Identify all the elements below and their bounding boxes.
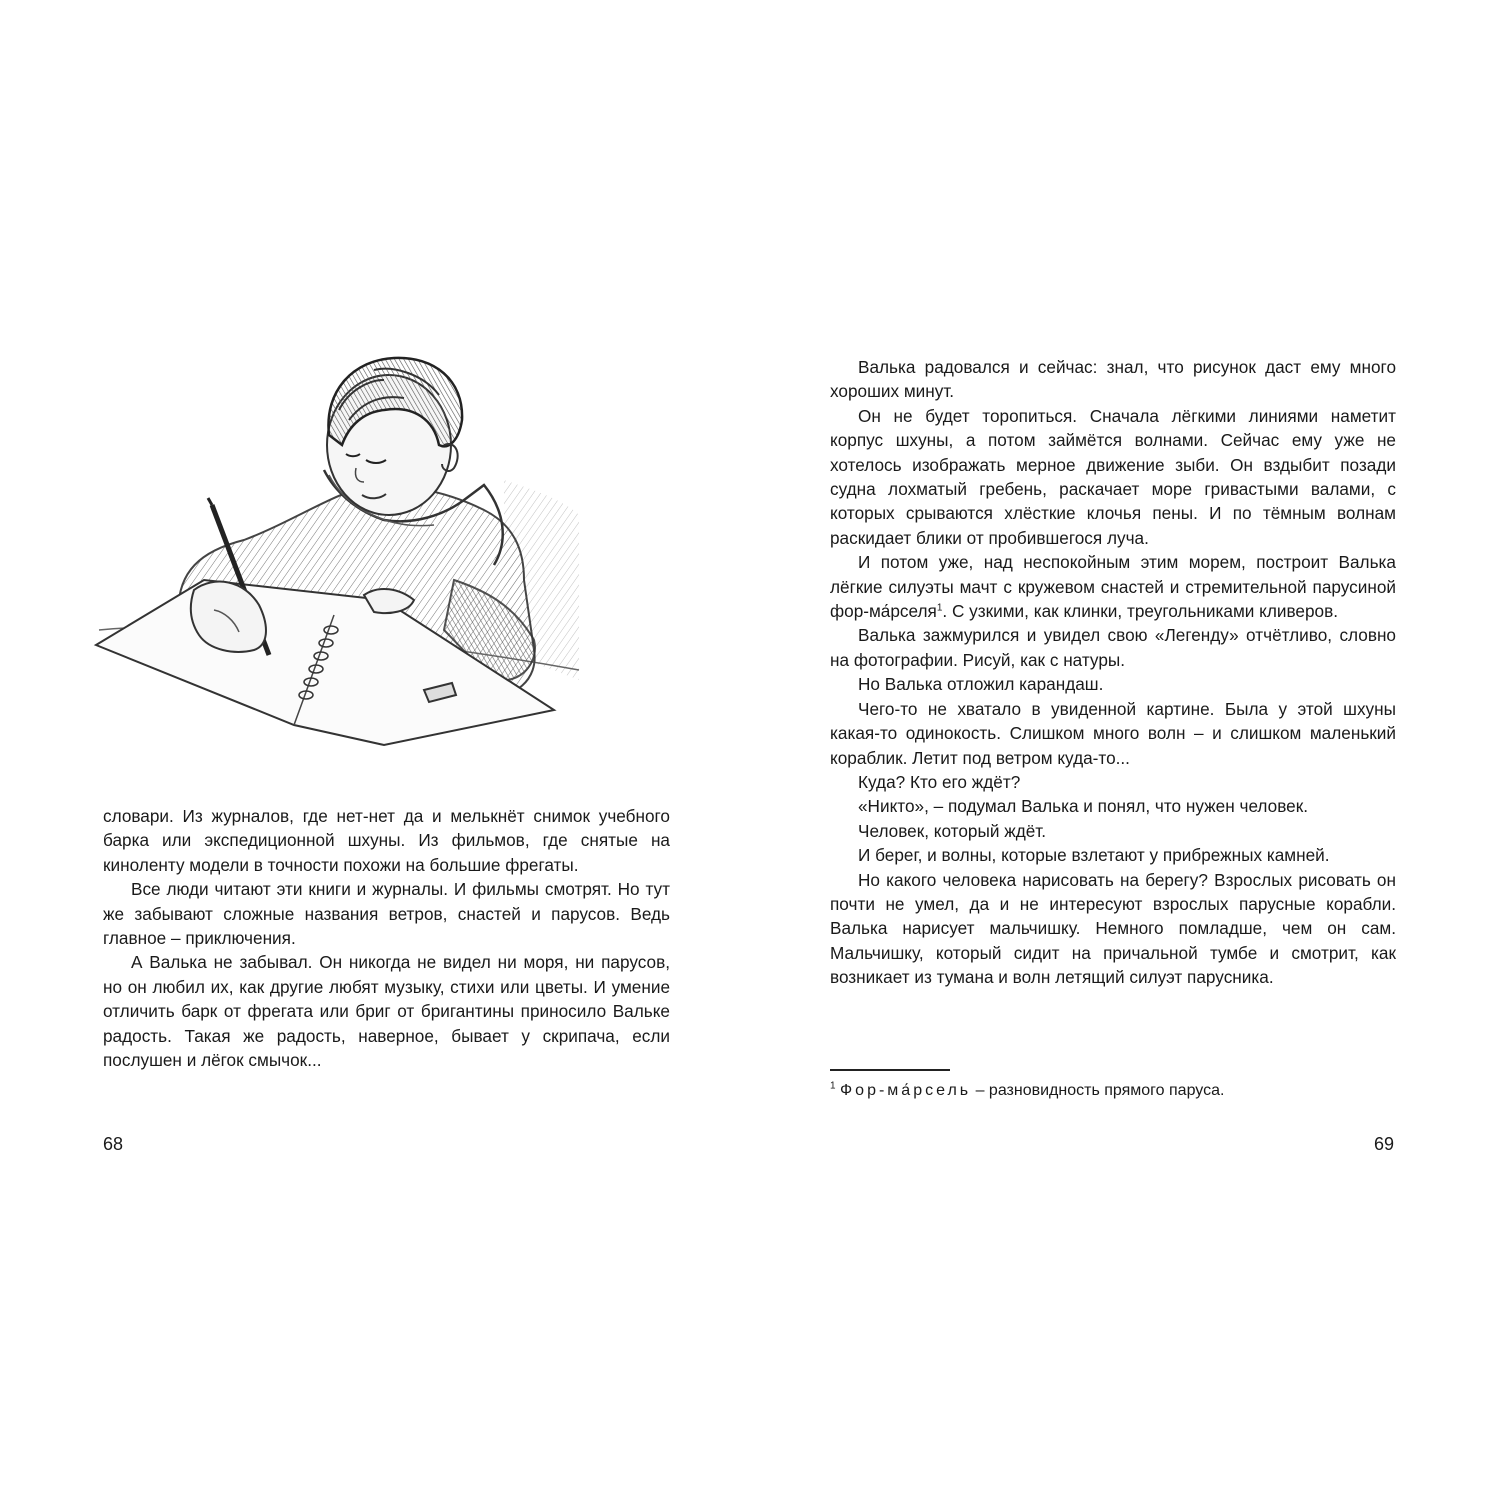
footnote [830, 1080, 1396, 1102]
footnote-divider [830, 1069, 950, 1071]
page-number-right: 69 [1374, 1134, 1395, 1154]
paragraph: Все люди читают эти книги и журналы. И фильмы смотрят. Но тут же забывают сложные названия ветров, снастей и парусов. Ведь главное – приключения. [103, 879, 670, 949]
footnote-term: Фор-ма́рсель [840, 1082, 972, 1099]
paragraph-with-footnote [830, 550, 1396, 623]
footnote-marker: 1 [936, 602, 943, 614]
right-page-text [830, 355, 1396, 990]
paragraph: А Валька не забывал. Он никогда не видел ни моря, ни парусов, но он любил их, как другие любят музыку, стихи или цветы. И умение отличить барк от фрегата или бриг от бригантины приносило Вальке радость. Такая же радость, наверное, бывает у скрипача, если послушен и лёгок смычок... [103, 952, 670, 1071]
footnote-number: 1 [830, 1080, 836, 1092]
page-number-left: 68 [103, 1134, 124, 1154]
footnote-definition: – разновидность прямого паруса. [971, 1082, 1225, 1099]
paragraph: Куда? Кто его ждёт? [858, 771, 1021, 792]
paragraph: Но какого человека нарисовать на берегу? Взрослых рисовать он почти не умел, да и не интересуют взрослых парусные корабли. Валька нарисует мальчишку. Немного помладше, чем он сам. Мальчишку, который сидит на причальной тумбе и смотрит, как возникает из тумана и волн летящий силуэт парусника. [830, 869, 1396, 988]
paragraph: Он не будет торопиться. Сначала лёгкими линиями наметит корпус шхуны, а потом займётся волнами. Сейчас ему уже не хотелось изображать мерное движение зыби. Он вздыбит позади судна лохматый гребень, раскачает море гривастыми валами, с которых срываются хлёсткие клочья пены. И по тёмным волнам раскидает блики от пробившегося луча. [830, 405, 1396, 548]
paragraph: Валька зажмурился и увидел свою «Легенду» отчётливо, словно на фотографии. Рисуй, как с натуры. [830, 625, 1396, 670]
paragraph: Человек, который ждёт. [858, 820, 1047, 841]
paragraph-text: И потом уже, над неспокойным этим морем, построит Валька лёгкие силуэты мачт с кружевом снастей и стремительной парусиной фор-ма́рселя [830, 552, 1396, 622]
paragraph-text-tail: . С узкими, как клинки, треугольниками кливеров. [942, 601, 1339, 622]
left-page-text [103, 804, 670, 1072]
paragraph: И берег, и волны, которые взлетают у прибрежных камней. [858, 845, 1330, 866]
paragraph: словари. Из журналов, где нет-нет да и мелькнёт снимок учебного барка или экспедиционной шхуны. Из фильмов, где снятые на киноленту модели в точности похожи на большие фрегаты. [103, 806, 670, 875]
paragraph: «Никто», – подумал Валька и понял, что нужен человек. [858, 796, 1309, 817]
paragraph: Но Валька отложил карандаш. [858, 674, 1104, 695]
boy-drawing-illustration [84, 350, 584, 760]
paragraph: Валька радовался и сейчас: знал, что рисунок даст ему много хороших минут. [830, 357, 1396, 402]
paragraph: Чего-то не хватало в увиденной картине. Была у этой шхуны какая-то одинокость. Слишком много волн – и слишком маленький кораблик. Летит под ветром куда-то... [830, 698, 1396, 768]
